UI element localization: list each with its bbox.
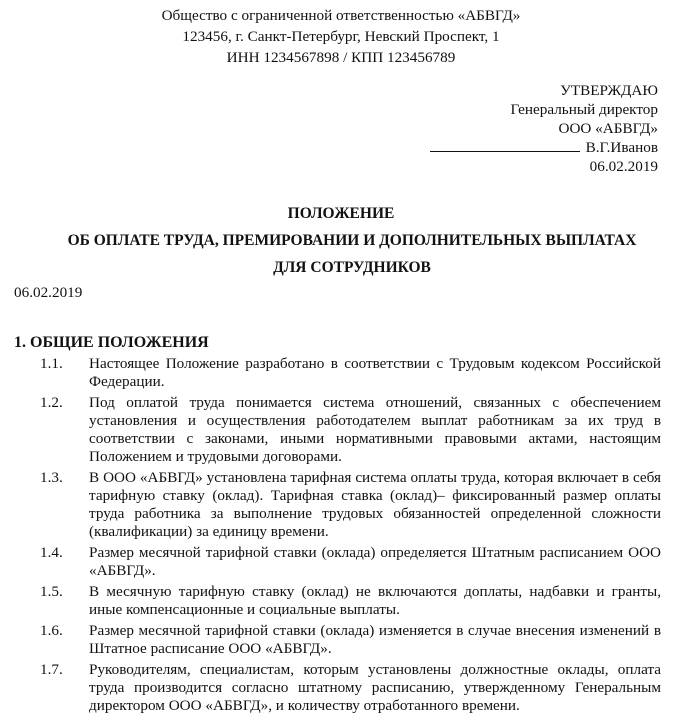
approver-name: В.Г.Иванов [585, 139, 658, 156]
clause-text: Размер месячной тарифной ставки (оклада) определяется Штатным расписанием ООО «АБВГД». [89, 544, 661, 579]
approver-company: ООО «АБВГД» [558, 120, 658, 137]
clause-number: 1.4. [40, 544, 63, 561]
clause-text: В месячную тарифную ставку (оклад) не включаются доплаты, надбавки и гранты, иные компенсационные и социальные выплаты. [89, 583, 661, 618]
organization-header [0, 5, 682, 68]
approver-position: Генеральный директор [510, 101, 658, 118]
clause-number: 1.7. [40, 661, 63, 678]
clause-text: Руководителям, специалистам, которым установлены должностные оклады, оплата труда производится согласно штатному расписанию, утвержденному Генеральным директором ООО «АБВГД», и количеству отработанного времени. [89, 661, 661, 714]
clause-text: Размер месячной тарифной ставки (оклада) изменяется в случае внесения изменений в Штатное расписание ООО «АБВГД». [89, 622, 661, 657]
clause-1-6 [0, 622, 682, 658]
clause-1-2 [0, 394, 682, 466]
clause-number: 1.5. [40, 583, 63, 600]
org-address: 123456, г. Санкт-Петербург, Невский Проспект, 1 [182, 28, 500, 45]
document-date: 06.02.2019 [14, 284, 83, 301]
org-tax-ids: ИНН 1234567898 / КПП 123456789 [226, 49, 456, 66]
section-heading: 1. ОБЩИЕ ПОЛОЖЕНИЯ [14, 334, 209, 351]
clause-text: Под оплатой труда понимается система отношений, связанных с обеспечением установления и осуществления работодателем выплат работникам за их труд в соответствии с законами, иными нормативными правовыми актами, настоящим Положением и трудовыми договорами. [89, 394, 661, 465]
clause-text: Настоящее Положение разработано в соответствии с Трудовым кодексом Российской Федерации. [89, 355, 661, 390]
signature-row [338, 138, 658, 157]
approval-block [338, 81, 658, 176]
signature-line [430, 139, 580, 152]
clause-number: 1.6. [40, 622, 63, 639]
document-title [0, 200, 682, 281]
clause-number: 1.1. [40, 355, 63, 372]
clause-1-3 [0, 469, 682, 541]
clause-number: 1.2. [40, 394, 63, 411]
clause-1-1 [0, 355, 682, 391]
clause-1-7 [0, 661, 682, 715]
title-line-2: ОБ ОПЛАТЕ ТРУДА, ПРЕМИРОВАНИИ И ДОПОЛНИТЕЛЬНЫХ ВЫПЛАТАХ [67, 232, 637, 249]
approval-label: УТВЕРЖДАЮ [560, 82, 658, 99]
title-line-1: ПОЛОЖЕНИЕ [287, 205, 395, 222]
clause-text: В ООО «АБВГД» установлена тарифная система оплаты труда, которая включает в себя тарифную ставку (оклад). Тарифная ставка (оклад)– фиксированный размер оплаты труда работника за выполнение трудовых обязанностей определенной сложности (квалификации) за единицу времени. [89, 469, 661, 540]
clause-list [0, 355, 682, 718]
clause-1-5 [0, 583, 682, 619]
approval-date: 06.02.2019 [589, 158, 658, 175]
clause-number: 1.3. [40, 469, 63, 486]
title-line-3: ДЛЯ СОТРУДНИКОВ [273, 259, 431, 276]
org-name: Общество с ограниченной ответственностью «АБВГД» [161, 7, 521, 24]
clause-1-4 [0, 544, 682, 580]
